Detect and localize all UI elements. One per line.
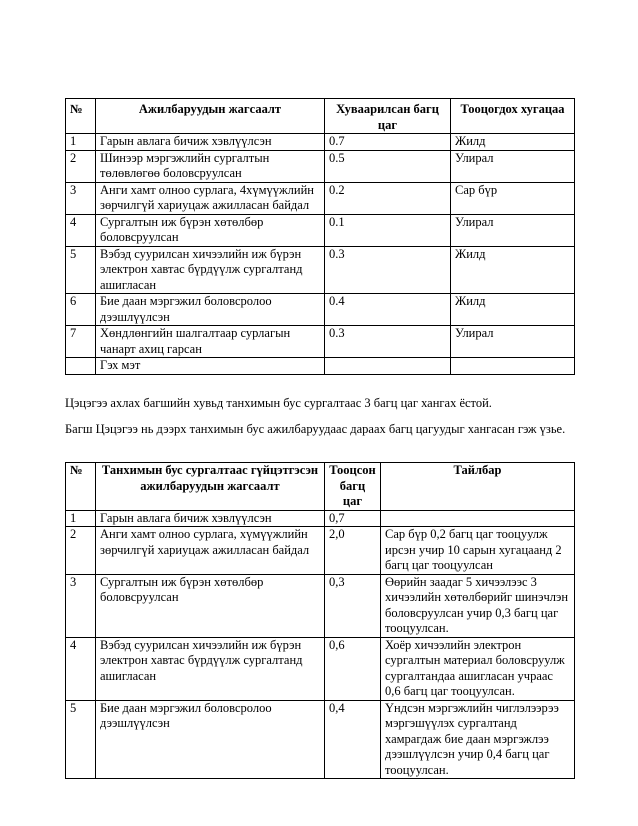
cell-hours: 0,3 bbox=[325, 574, 381, 637]
cell-note: Үндсэн мэргэжлийн чиглэлээрээ мэргэшүүлэх сургалтанд хамрагдаж бие даан мэргэжлээ дээшлүүлсэн учир 0,4 багц цаг тооцуулсан. bbox=[381, 700, 575, 779]
cell-task: Анги хамт олноо сурлага, хүмүүжлийн зөрчилгүй хариуцаж ажилласан байдал bbox=[96, 527, 325, 575]
cell-task: Гарын авлага бичиж хэвлүүлсэн bbox=[96, 510, 325, 527]
paragraph-assumption: Багш Цэцэгээ нь дээрх танхимын бус ажилбаруудаас дараах багц цагуудыг хангасан гэж үзье. bbox=[65, 422, 566, 436]
cell-note: Өөрийн заадаг 5 хичээлээс 3 хичээлийн хөтөлбөрийг шинэчлэн боловсруулсан учир 0,3 багц цаг тооцуулсан. bbox=[381, 574, 575, 637]
cell-hours bbox=[325, 358, 451, 375]
cell-number: 3 bbox=[66, 574, 96, 637]
cell-task: Бие даан мэргэжил боловсролоо дээшлүүлсэн bbox=[96, 700, 325, 779]
col-counted-hours: Тооцсон багц цаг bbox=[325, 463, 381, 511]
cell-number: 2 bbox=[66, 150, 96, 182]
table-row bbox=[66, 358, 575, 375]
cell-hours: 0,4 bbox=[325, 700, 381, 779]
completed-work-table bbox=[65, 462, 575, 779]
col-completed-tasks: Танхимын бус сургалтаас гүйцэтгэсэн ажилбаруудын жагсаалт bbox=[96, 463, 325, 511]
cell-hours: 0.3 bbox=[325, 246, 451, 294]
cell-period: Улирал bbox=[451, 326, 575, 358]
cell-period: Улирал bbox=[451, 214, 575, 246]
cell-task: Анги хамт олноо сурлага, 4хүмүүжлийн зөрчилгүй хариуцаж ажилласан байдал bbox=[96, 182, 325, 214]
cell-number: 4 bbox=[66, 637, 96, 700]
cell-period bbox=[451, 358, 575, 375]
table-row bbox=[66, 214, 575, 246]
table-row bbox=[66, 246, 575, 294]
cell-period: Улирал bbox=[451, 150, 575, 182]
col-notes: Тайлбар bbox=[381, 463, 575, 511]
cell-period: Жилд bbox=[451, 246, 575, 294]
cell-hours: 0,6 bbox=[325, 637, 381, 700]
cell-hours: 0.7 bbox=[325, 134, 451, 151]
cell-task: Вэбэд суурилсан хичээлийн иж бүрэн электрон хавтас бүрдүүлж сургалтанд ашигласан bbox=[96, 246, 325, 294]
col-allocated-hours: Хуваарилсан багц цаг bbox=[325, 99, 451, 134]
table-row bbox=[66, 637, 575, 700]
cell-task: Бие даан мэргэжил боловсролоо дээшлүүлсэн bbox=[96, 294, 325, 326]
cell-hours: 0.5 bbox=[325, 150, 451, 182]
cell-task: Сургалтын иж бүрэн хөтөлбөр боловсруулсан bbox=[96, 574, 325, 637]
cell-number: 6 bbox=[66, 294, 96, 326]
cell-hours: 0.4 bbox=[325, 294, 451, 326]
cell-number bbox=[66, 358, 96, 375]
table-row bbox=[66, 326, 575, 358]
cell-period: Жилд bbox=[451, 294, 575, 326]
cell-task: Хөндлөнгийн шалгалтаар сурлагын чанарт ахиц гарсан bbox=[96, 326, 325, 358]
cell-number: 7 bbox=[66, 326, 96, 358]
table-row bbox=[66, 182, 575, 214]
cell-note: Хоёр хичээлийн электрон сургалтын материал боловсруулж сургалтандаа ашигласан учраас 0,6 багц цаг тооцуулсан. bbox=[381, 637, 575, 700]
table-row bbox=[66, 527, 575, 575]
table2-body bbox=[66, 510, 575, 779]
cell-number: 5 bbox=[66, 246, 96, 294]
cell-task: Гарын авлага бичиж хэвлүүлсэн bbox=[96, 134, 325, 151]
table1-header bbox=[66, 99, 575, 134]
col-number: № bbox=[66, 463, 96, 511]
table-row bbox=[66, 574, 575, 637]
cell-number: 3 bbox=[66, 182, 96, 214]
cell-number: 4 bbox=[66, 214, 96, 246]
cell-hours: 0,7 bbox=[325, 510, 381, 527]
cell-hours: 2,0 bbox=[325, 527, 381, 575]
cell-task: Вэбэд суурилсан хичээлийн иж бүрэн электрон хавтас бүрдүүлж сургалтанд ашигласан bbox=[96, 637, 325, 700]
cell-task: Сургалтын иж бүрэн хөтөлбөр боловсруулсан bbox=[96, 214, 325, 246]
cell-number: 1 bbox=[66, 510, 96, 527]
cell-hours: 0.1 bbox=[325, 214, 451, 246]
table-row bbox=[66, 150, 575, 182]
table-row bbox=[66, 294, 575, 326]
cell-number: 1 bbox=[66, 134, 96, 151]
cell-number: 2 bbox=[66, 527, 96, 575]
cell-note: Сар бүр 0,2 багц цаг тооцуулж ирсэн учир 10 сарын хугацаанд 2 багц цаг тооцуулсан bbox=[381, 527, 575, 575]
cell-note bbox=[381, 510, 575, 527]
table-row bbox=[66, 700, 575, 779]
col-period: Тооцогдох хугацаа bbox=[451, 99, 575, 134]
table-row bbox=[66, 134, 575, 151]
col-task-list: Ажилбаруудын жагсаалт bbox=[96, 99, 325, 134]
cell-hours: 0.2 bbox=[325, 182, 451, 214]
cell-task: Гэх мэт bbox=[96, 358, 325, 375]
table1-body bbox=[66, 134, 575, 375]
cell-period: Сар бүр bbox=[451, 182, 575, 214]
cell-hours: 0.3 bbox=[325, 326, 451, 358]
cell-period: Жилд bbox=[451, 134, 575, 151]
col-number: № bbox=[66, 99, 96, 134]
paragraph-requirement: Цэцэгээ ахлах багшийн хувьд танхимын бус сургалтаас 3 багц цаг хангах ёстой. bbox=[65, 396, 492, 410]
cell-task: Шинээр мэргэжлийн сургалтын төлөвлөгөө боловсруулсан bbox=[96, 150, 325, 182]
work-allocation-table bbox=[65, 98, 575, 375]
cell-number: 5 bbox=[66, 700, 96, 779]
table2-header bbox=[66, 463, 575, 511]
table-row bbox=[66, 510, 575, 527]
